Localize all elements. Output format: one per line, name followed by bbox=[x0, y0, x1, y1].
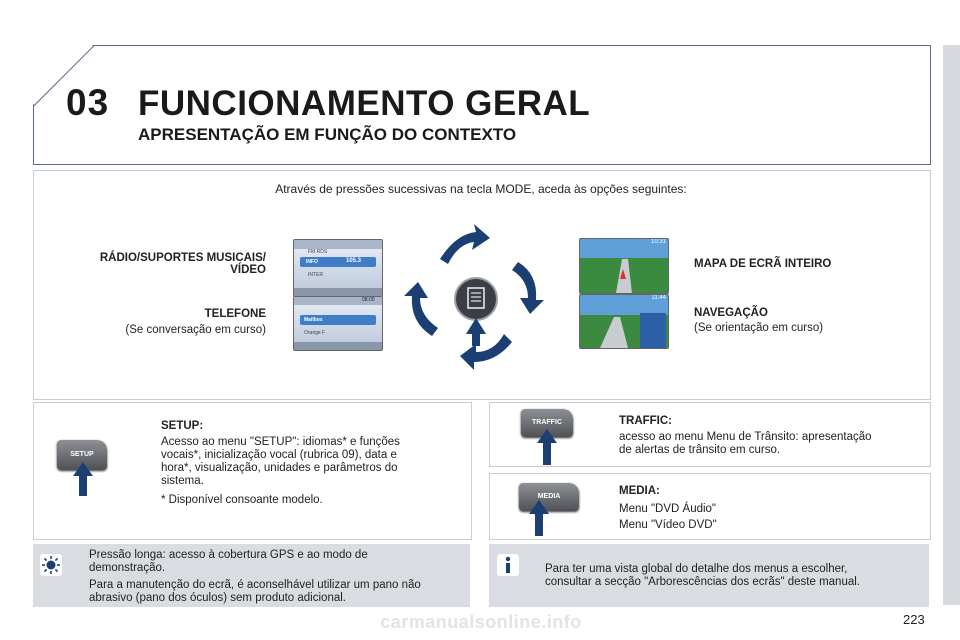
label-radio bbox=[60, 252, 266, 276]
chapter-subtitle: APRESENTAÇÃO EM FUNÇÃO DO CONTEXTO bbox=[138, 125, 517, 144]
label-nav-title: NAVEGAÇÃO bbox=[694, 307, 768, 319]
map-screen-time: 10:31 bbox=[650, 239, 666, 245]
setup-line: sistema. bbox=[161, 475, 204, 487]
phone-screen-time: 08:00 bbox=[362, 297, 375, 303]
page-number: 223 bbox=[903, 612, 925, 627]
chapter-number: 03 bbox=[66, 82, 110, 123]
label-map bbox=[694, 258, 831, 270]
radio-screen-row3: INTER bbox=[308, 272, 323, 278]
setup-line: hora*, visualização, unidades e parâmetros do bbox=[161, 462, 398, 474]
phone-screen-row1: Mailbox bbox=[304, 317, 323, 323]
nav-screen-thumbnail bbox=[579, 294, 669, 349]
radio-screen-freq: 105.3 bbox=[346, 258, 362, 264]
label-radio-line2: VÍDEO bbox=[230, 264, 266, 276]
traffic-heading: TRAFFIC: bbox=[619, 415, 673, 427]
setup-key: SETUP bbox=[57, 440, 107, 470]
radio-screen-row1: FM RDS bbox=[308, 249, 328, 255]
tip-line: abrasivo (pano dos óculos) sem produto adicional. bbox=[89, 592, 346, 604]
info-line: Para ter uma vista global do detalhe dos menus a escolher, bbox=[545, 563, 848, 575]
setup-line: vocais*, inicialização vocal (rubrica 09), data e bbox=[161, 449, 397, 461]
radio-screen-thumbnail bbox=[293, 239, 383, 297]
tip-line: demonstração. bbox=[89, 562, 166, 574]
setup-heading: SETUP: bbox=[161, 420, 204, 432]
label-map-title: MAPA DE ECRÃ INTEIRO bbox=[694, 258, 832, 270]
setup-footnote: * Disponível consoante modelo. bbox=[161, 494, 323, 506]
label-phone-note: (Se conversação em curso) bbox=[125, 324, 266, 336]
nav-screen-time: 11:44 bbox=[651, 295, 666, 301]
cycle-arrow-right-icon bbox=[512, 262, 544, 314]
chapter-title: FUNCIONAMENTO GERAL bbox=[138, 84, 591, 123]
map-road-graphic bbox=[580, 239, 668, 293]
tip-line: Para a manutenção do ecrã, é aconselhável utilizar um pano não bbox=[89, 579, 421, 591]
label-phone-title: TELEFONE bbox=[204, 308, 266, 320]
traffic-key: TRAFFIC bbox=[521, 409, 573, 437]
press-arrow-up-icon bbox=[466, 318, 486, 346]
nav-road-graphic bbox=[580, 295, 668, 348]
media-heading: MEDIA: bbox=[619, 485, 660, 497]
media-press-arrow-icon bbox=[529, 500, 549, 536]
label-phone bbox=[60, 308, 266, 320]
setup-press-arrow-icon bbox=[73, 462, 93, 496]
intro-text: Através de pressões sucessivas na tecla MODE, aceda às opções seguintes: bbox=[275, 182, 687, 196]
traffic-line: acesso ao menu Menu de Trânsito: apresentação bbox=[619, 431, 872, 443]
media-key: MEDIA bbox=[519, 483, 579, 511]
mode-cycle-diagram bbox=[396, 224, 556, 374]
media-line: Menu "DVD Áudio" bbox=[619, 503, 717, 515]
label-nav-note: (Se orientação em curso) bbox=[694, 322, 824, 334]
cycle-arrow-left-icon bbox=[404, 282, 438, 336]
setup-line: Acesso ao menu "SETUP": idiomas* e funções bbox=[161, 436, 400, 448]
phone-screen-row2: Orange F bbox=[304, 330, 326, 336]
sun-tip-icon bbox=[40, 554, 62, 576]
traffic-press-arrow-icon bbox=[537, 429, 557, 465]
watermark: carmanualsonline.info bbox=[380, 612, 582, 632]
radio-screen-row2: INFO bbox=[306, 259, 318, 265]
cycle-arrow-bottom-icon bbox=[460, 334, 512, 370]
label-nav bbox=[694, 307, 768, 319]
info-icon bbox=[497, 554, 519, 576]
map-screen-thumbnail bbox=[579, 238, 669, 294]
right-margin-strip bbox=[943, 45, 960, 605]
mode-button-icon bbox=[455, 278, 497, 320]
traffic-line: de alertas de trânsito em curso. bbox=[619, 444, 781, 456]
phone-screen-thumbnail bbox=[293, 296, 383, 351]
tip-line: Pressão longa: acesso à cobertura GPS e ao modo de bbox=[89, 549, 368, 561]
media-line: Menu "Vídeo DVD" bbox=[619, 519, 717, 531]
info-line: consultar a secção "Arborescências dos ecrãs" deste manual. bbox=[545, 576, 860, 588]
label-radio-line1: RÁDIO/SUPORTES MUSICAIS/ bbox=[99, 252, 266, 264]
cycle-arrow-top-icon bbox=[440, 224, 490, 264]
